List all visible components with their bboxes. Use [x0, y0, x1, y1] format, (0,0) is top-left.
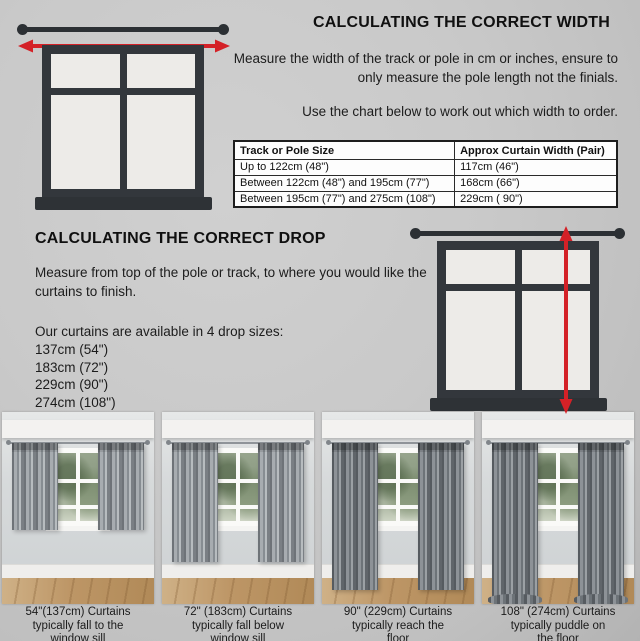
caption-line: the floor	[537, 633, 579, 641]
curtain-width-table	[233, 140, 618, 208]
caption-line: 108" (274cm) Curtains	[500, 606, 616, 618]
table-row	[234, 159, 617, 175]
caption-line: typically fall to the	[32, 619, 124, 632]
wood-floor	[2, 578, 154, 604]
curtain-right	[258, 443, 304, 562]
table-cell: Between 195cm (77") and 275cm (108")	[234, 191, 455, 207]
table-header-cell: Track or Pole Size	[234, 141, 455, 159]
baseboard	[2, 564, 154, 578]
drop-size-item: 274cm (108")	[35, 394, 116, 410]
table-cell: Up to 122cm (48")	[234, 159, 455, 175]
curtain-photo-90	[322, 412, 474, 641]
curtain-photo-108	[482, 412, 634, 641]
caption-line: window sill	[210, 633, 266, 641]
wall-molding	[322, 420, 474, 438]
caption-line: typically reach the	[351, 619, 445, 632]
table-header-cell: Approx Curtain Width (Pair)	[455, 141, 617, 159]
curtain-right	[418, 443, 464, 590]
drop-measure-arrow-icon	[557, 225, 575, 415]
window-pane	[446, 250, 515, 284]
width-section-title: CALCULATING THE CORRECT WIDTH	[312, 14, 611, 31]
photo-caption	[482, 606, 634, 641]
window-pane	[51, 54, 120, 88]
photo-caption	[162, 606, 314, 641]
width-section	[233, 14, 618, 208]
drop-section	[35, 230, 429, 411]
photo-caption	[2, 606, 154, 641]
curtain-pole-icon	[25, 27, 221, 32]
window-pane	[127, 54, 196, 88]
table-cell: 168cm (66")	[455, 175, 617, 191]
wall-molding	[482, 420, 634, 438]
curtain-photo-72	[162, 412, 314, 641]
window-pane	[127, 95, 196, 189]
curtain-photo-54	[2, 412, 154, 641]
curtain-right	[98, 443, 144, 530]
window-pane	[522, 250, 591, 284]
caption-line: window sill	[50, 633, 106, 641]
wall-molding	[162, 420, 314, 438]
photo-caption	[322, 606, 474, 641]
curtain-left	[12, 443, 58, 530]
width-chart-hint-text: Use the chart below to work out which width to order.	[302, 104, 618, 120]
caption-line: typically fall below	[191, 619, 285, 632]
drop-sizes-list	[35, 341, 429, 411]
caption-line: 72" (183cm) Curtains	[183, 606, 293, 618]
width-instruction-text: Measure the width of the track or pole in cm or inches, ensure to only measure the pole length not the finials.	[233, 51, 618, 86]
room-scene	[322, 412, 474, 604]
curtain-left	[172, 443, 218, 562]
table-row	[234, 175, 617, 191]
window-illustration	[42, 45, 204, 198]
table-header-row	[234, 141, 617, 159]
window-pane	[522, 291, 591, 390]
curtain-pole-icon	[418, 231, 617, 236]
room-scene	[2, 412, 154, 604]
curtain-left	[492, 443, 538, 602]
window-pane	[446, 291, 515, 390]
drop-size-item: 137cm (54")	[35, 342, 109, 358]
room-scene	[162, 412, 314, 604]
drop-instruction-text: Measure from top of the pole or track, to where you would like the curtains to finish.	[35, 265, 427, 300]
wall-molding	[2, 420, 154, 438]
table-row	[234, 191, 617, 207]
table-cell: Between 122cm (48") and 195cm (77")	[234, 175, 455, 191]
caption-line: typically puddle on	[510, 619, 606, 632]
window-pane	[51, 95, 120, 189]
curtain-left	[332, 443, 378, 590]
table-cell: 229cm ( 90")	[455, 191, 617, 207]
drop-illustration	[400, 220, 640, 420]
drop-examples-strip	[0, 412, 640, 641]
caption-line: 54"(137cm) Curtains	[25, 606, 131, 618]
table-cell: 117cm (46")	[455, 159, 617, 175]
baseboard	[162, 564, 314, 578]
curtain-right	[578, 443, 624, 602]
drop-section-title: CALCULATING THE CORRECT DROP	[35, 230, 326, 247]
window-sill	[35, 197, 212, 210]
caption-line: 90" (229cm) Curtains	[343, 606, 453, 618]
wood-floor	[162, 578, 314, 604]
room-scene	[482, 412, 634, 604]
drop-size-item: 183cm (72")	[35, 359, 109, 375]
window-sill	[430, 398, 607, 411]
width-illustration	[0, 0, 240, 225]
caption-line: floor	[386, 633, 410, 641]
drop-size-item: 229cm (90")	[35, 377, 109, 393]
drop-sizes-intro-text: Our curtains are available in 4 drop sizes:	[35, 324, 284, 340]
